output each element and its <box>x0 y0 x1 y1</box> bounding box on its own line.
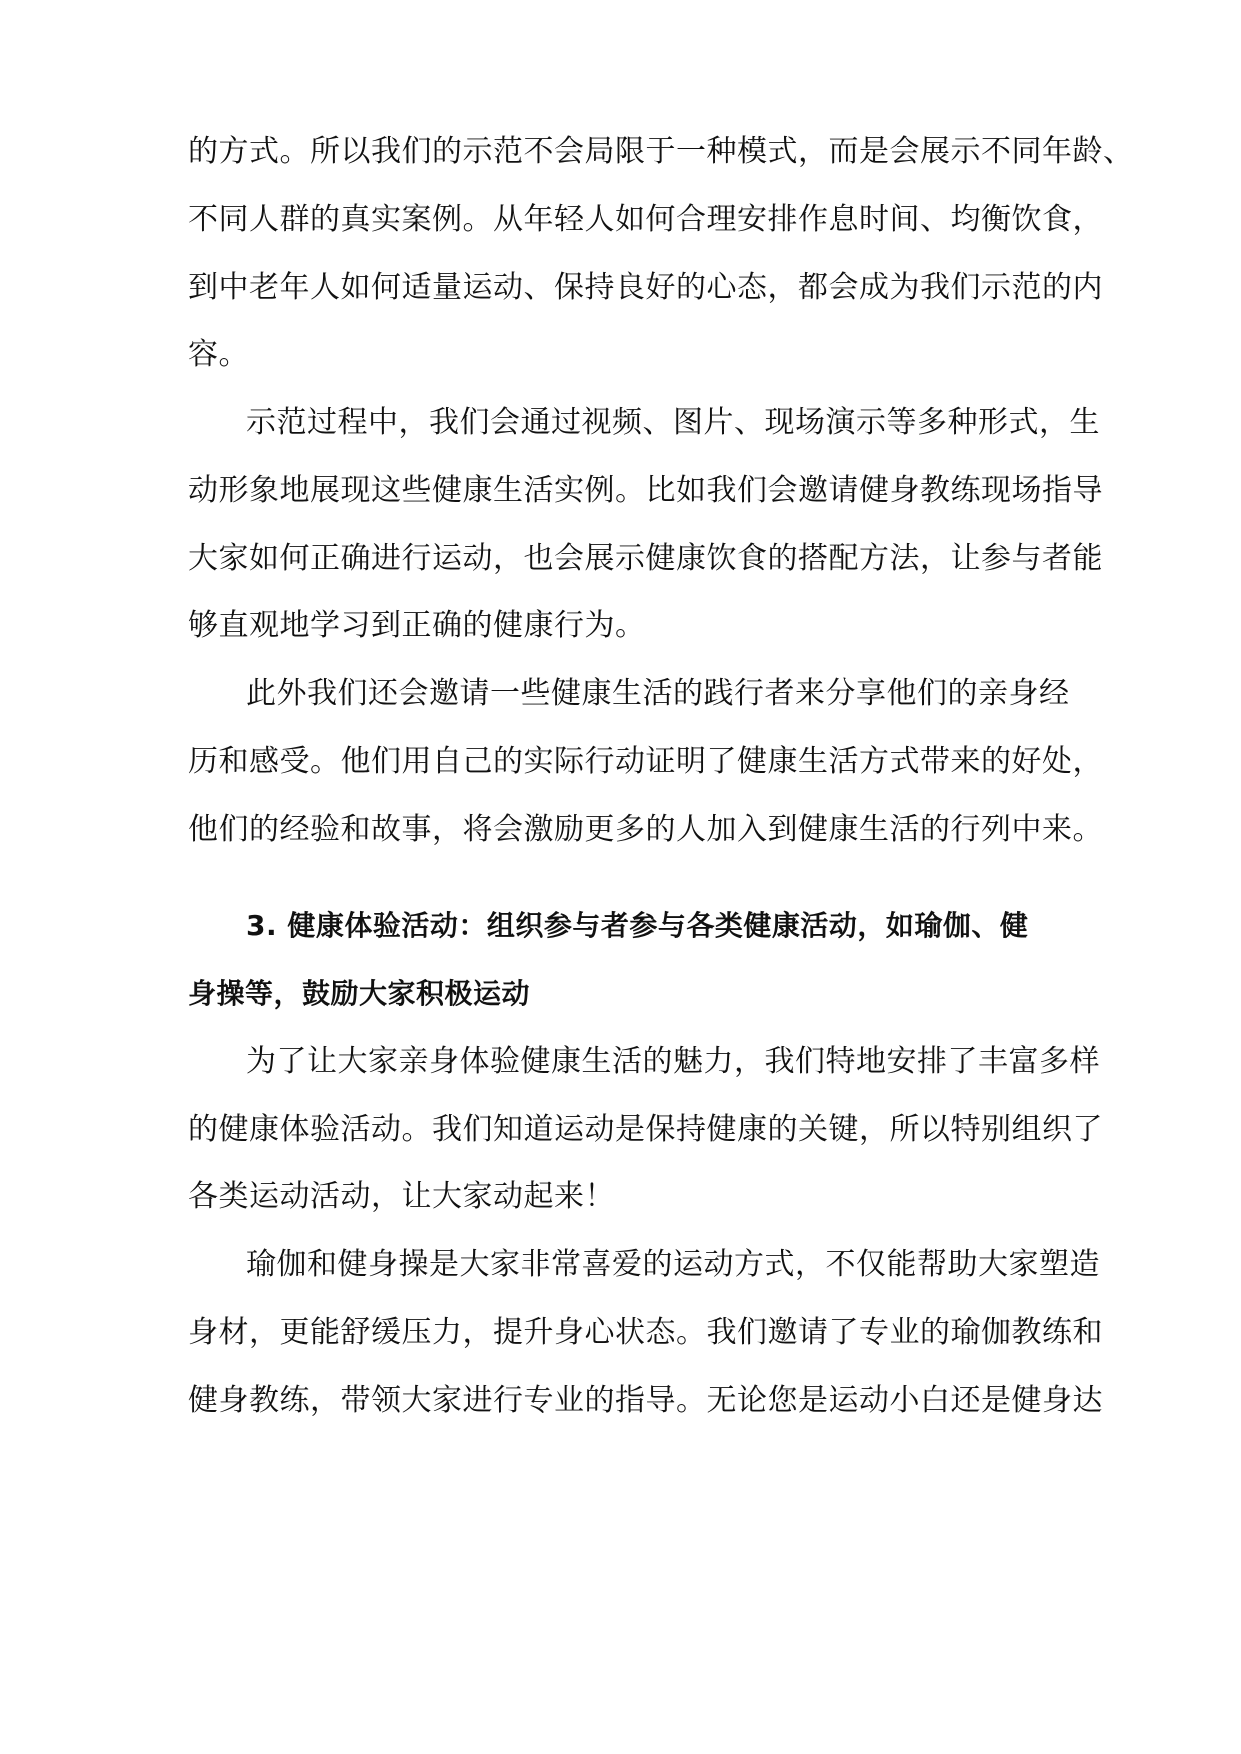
paragraph-5-line-3: 健身教练，带领大家进行专业的指导。无论您是运动小白还是健身达 <box>188 1383 1103 1418</box>
paragraph-1-line-4: 容。 <box>188 337 249 372</box>
paragraph-1-line-3: 到中老年人如何适量运动、保持良好的心态，都会成为我们示范的内 <box>188 270 1103 305</box>
paragraph-4-line-3: 各类运动活动，让大家动起来！ <box>188 1179 615 1214</box>
paragraph-2-line-2: 动形象地展现这些健康生活实例。比如我们会邀请健身教练现场指导 <box>188 473 1103 508</box>
paragraph-1-line-1: 的方式。所以我们的示范不会局限于一种模式，而是会展示不同年龄、 <box>188 134 1134 169</box>
paragraph-5-line-2: 身材，更能舒缓压力，提升身心状态。我们邀请了专业的瑜伽教练和 <box>188 1315 1103 1350</box>
paragraph-2-line-1: 示范过程中，我们会通过视频、图片、现场演示等多种形式，生 <box>246 405 1100 440</box>
paragraph-5-line-1: 瑜伽和健身操是大家非常喜爱的运动方式，不仅能帮助大家塑造 <box>246 1247 1100 1282</box>
paragraph-4-line-2: 的健康体验活动。我们知道运动是保持健康的关键，所以特别组织了 <box>188 1112 1103 1147</box>
paragraph-1-line-2: 不同人群的真实案例。从年轻人如何合理安排作息时间、均衡饮食， <box>188 202 1103 237</box>
paragraph-2-line-3: 大家如何正确进行运动，也会展示健康饮食的搭配方法，让参与者能 <box>188 541 1103 576</box>
section-heading-line-2: 身操等，鼓励大家积极运动 <box>188 977 531 1010</box>
paragraph-3-line-2: 历和感受。他们用自己的实际行动证明了健康生活方式带来的好处， <box>188 744 1103 779</box>
section-heading-line-1: 3. 健康体验活动：组织参与者参与各类健康活动，如瑜伽、健 <box>246 909 1029 942</box>
paragraph-4-line-1: 为了让大家亲身体验健康生活的魅力，我们特地安排了丰富多样 <box>246 1044 1100 1079</box>
paragraph-3-line-3: 他们的经验和故事，将会激励更多的人加入到健康生活的行列中来。 <box>188 812 1103 847</box>
paragraph-2-line-4: 够直观地学习到正确的健康行为。 <box>188 608 646 643</box>
paragraph-3-line-1: 此外我们还会邀请一些健康生活的践行者来分享他们的亲身经 <box>246 676 1070 711</box>
